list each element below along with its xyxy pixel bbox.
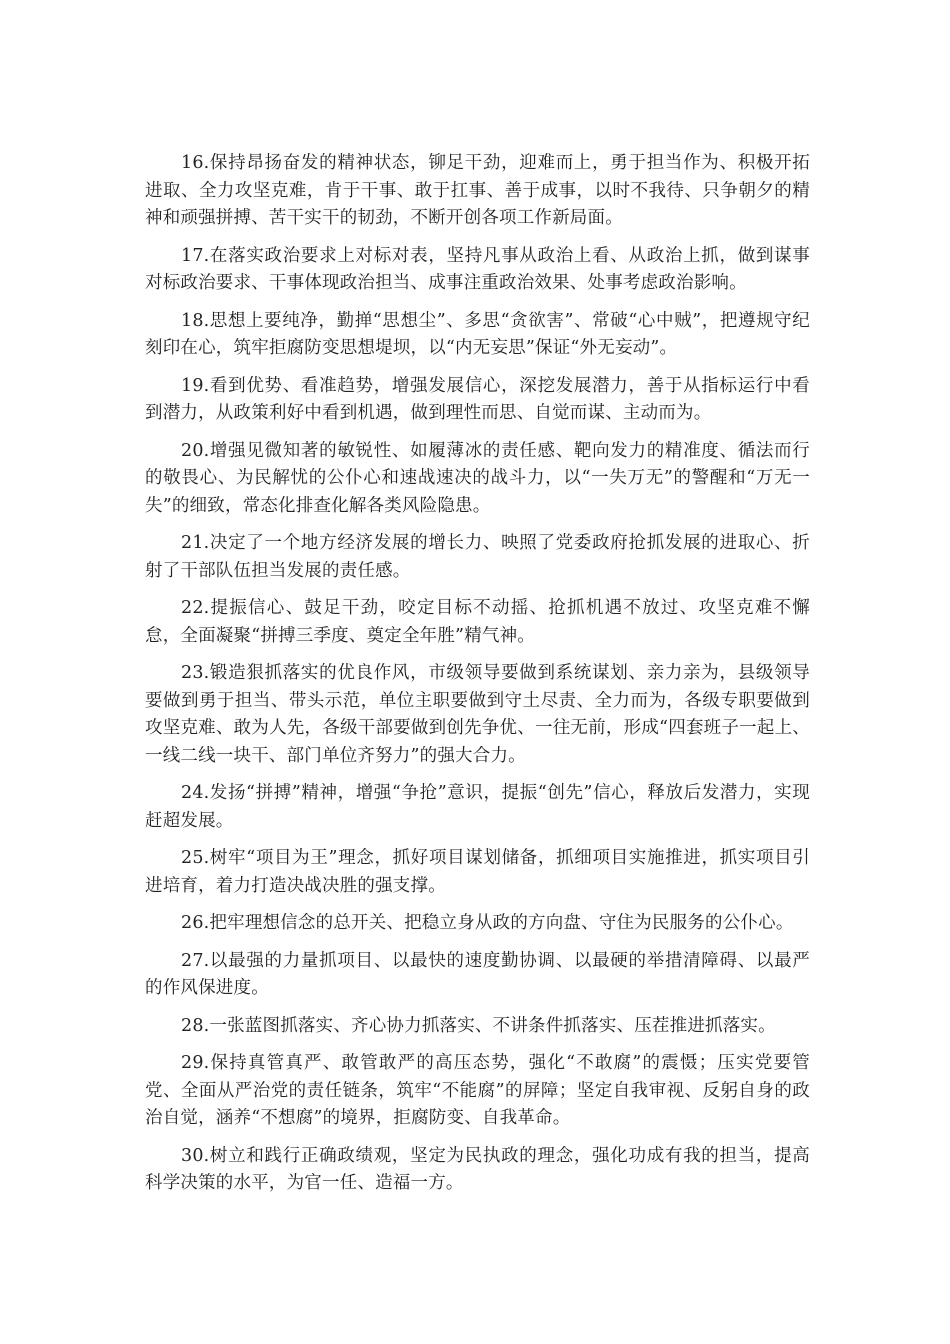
paragraph-23: 23.锻造狠抓落实的优良作风，市级领导要做到系统谋划、亲力亲为，县级领导要做到勇于担当、带头示范，单位主职要做到守土尽责、全力而为，各级专职要做到攻坚克难、敢为人先，各级干部要做到创先争优、一往无前，形成“四套班子一起上、一线二线一块干、部门单位齐努力”的强大合力。	[145, 663, 810, 766]
paragraph-20: 20.增强见微知著的敏锐性、如履薄冰的责任感、靶向发力的精准度、循法而行的敬畏心、为民解忧的公仆心和速战速决的战斗力，以“一失万无”的警醒和“万无一失”的细致，常态化排查化解各类风险隐患。	[145, 440, 810, 516]
paragraph-17: 17.在落实政治要求上对标对表，坚持凡事从政治上看、从政治上抓，做到谋事对标政治要求、干事体现政治担当、成事注重政治效果、处事考虑政治影响。	[145, 245, 810, 293]
paragraph-18: 18.思想上要纯净，勤掸“思想尘”、多思“贪欲害”、常破“心中贼”，把遵规守纪刻印在心，筑牢拒腐防变思想堤坝，以“内无妄思”保证“外无妄动”。	[145, 310, 810, 358]
document-page	[145, 150, 810, 1208]
paragraph-27: 27.以最强的力量抓项目、以最快的速度勤协调、以最硬的举措清障碍、以最严的作风保进度。	[145, 950, 810, 998]
paragraph-22: 22.提振信心、鼓足干劲，咬定目标不动摇、抢抓机遇不放过、攻坚克难不懈怠，全面凝聚“拼搏三季度、奠定全年胜”精气神。	[145, 598, 810, 646]
paragraph-21: 21.决定了一个地方经济发展的增长力、映照了党委政府抢抓发展的进取心、折射了干部队伍担当发展的责任感。	[145, 533, 810, 581]
paragraph-25: 25.树牢“项目为王”理念，抓好项目谋划储备，抓细项目实施推进，抓实项目引进培育，着力打造决战决胜的强支撑。	[145, 848, 810, 896]
paragraph-26: 26.把牢理想信念的总开关、把稳立身从政的方向盘、守住为民服务的公仆心。	[181, 913, 794, 933]
paragraph-19: 19.看到优势、看准趋势，增强发展信心，深挖发展潜力，善于从指标运行中看到潜力，从政策利好中看到机遇，做到理性而思、自觉而谋、主动而为。	[145, 375, 810, 423]
paragraph-28: 28.一张蓝图抓落实、齐心协力抓落实、不讲条件抓落实、压茬推进抓落实。	[181, 1015, 776, 1036]
paragraph-16: 16.保持昂扬奋发的精神状态，铆足干劲，迎难而上，勇于担当作为、积极开拓进取、全力攻坚克难，肯于干事、敢于扛事、善于成事，以时不我待、只争朝夕的精神和顽强拼搏、苦干实干的韧劲，不断开创各项工作新局面。	[145, 153, 810, 228]
paragraph-24: 24.发扬“拼搏”精神，增强“争抢”意识，提振“创先”信心，释放后发潜力，实现赶超发展。	[145, 783, 810, 831]
paragraph-29: 29.保持真管真严、敢管敢严的高压态势，强化“不敢腐”的震慑；压实党要管党、全面从严治党的责任链条，筑牢“不能腐”的屏障；坚定自我审视、反躬自身的政治自觉，涵养“不想腐”的境界，拒腐防变、自我革命。	[145, 1053, 810, 1128]
paragraph-30: 30.树立和践行正确政绩观，坚定为民执政的理念，强化功成有我的担当，提高科学决策的水平，为官一任、造福一方。	[145, 1145, 810, 1193]
